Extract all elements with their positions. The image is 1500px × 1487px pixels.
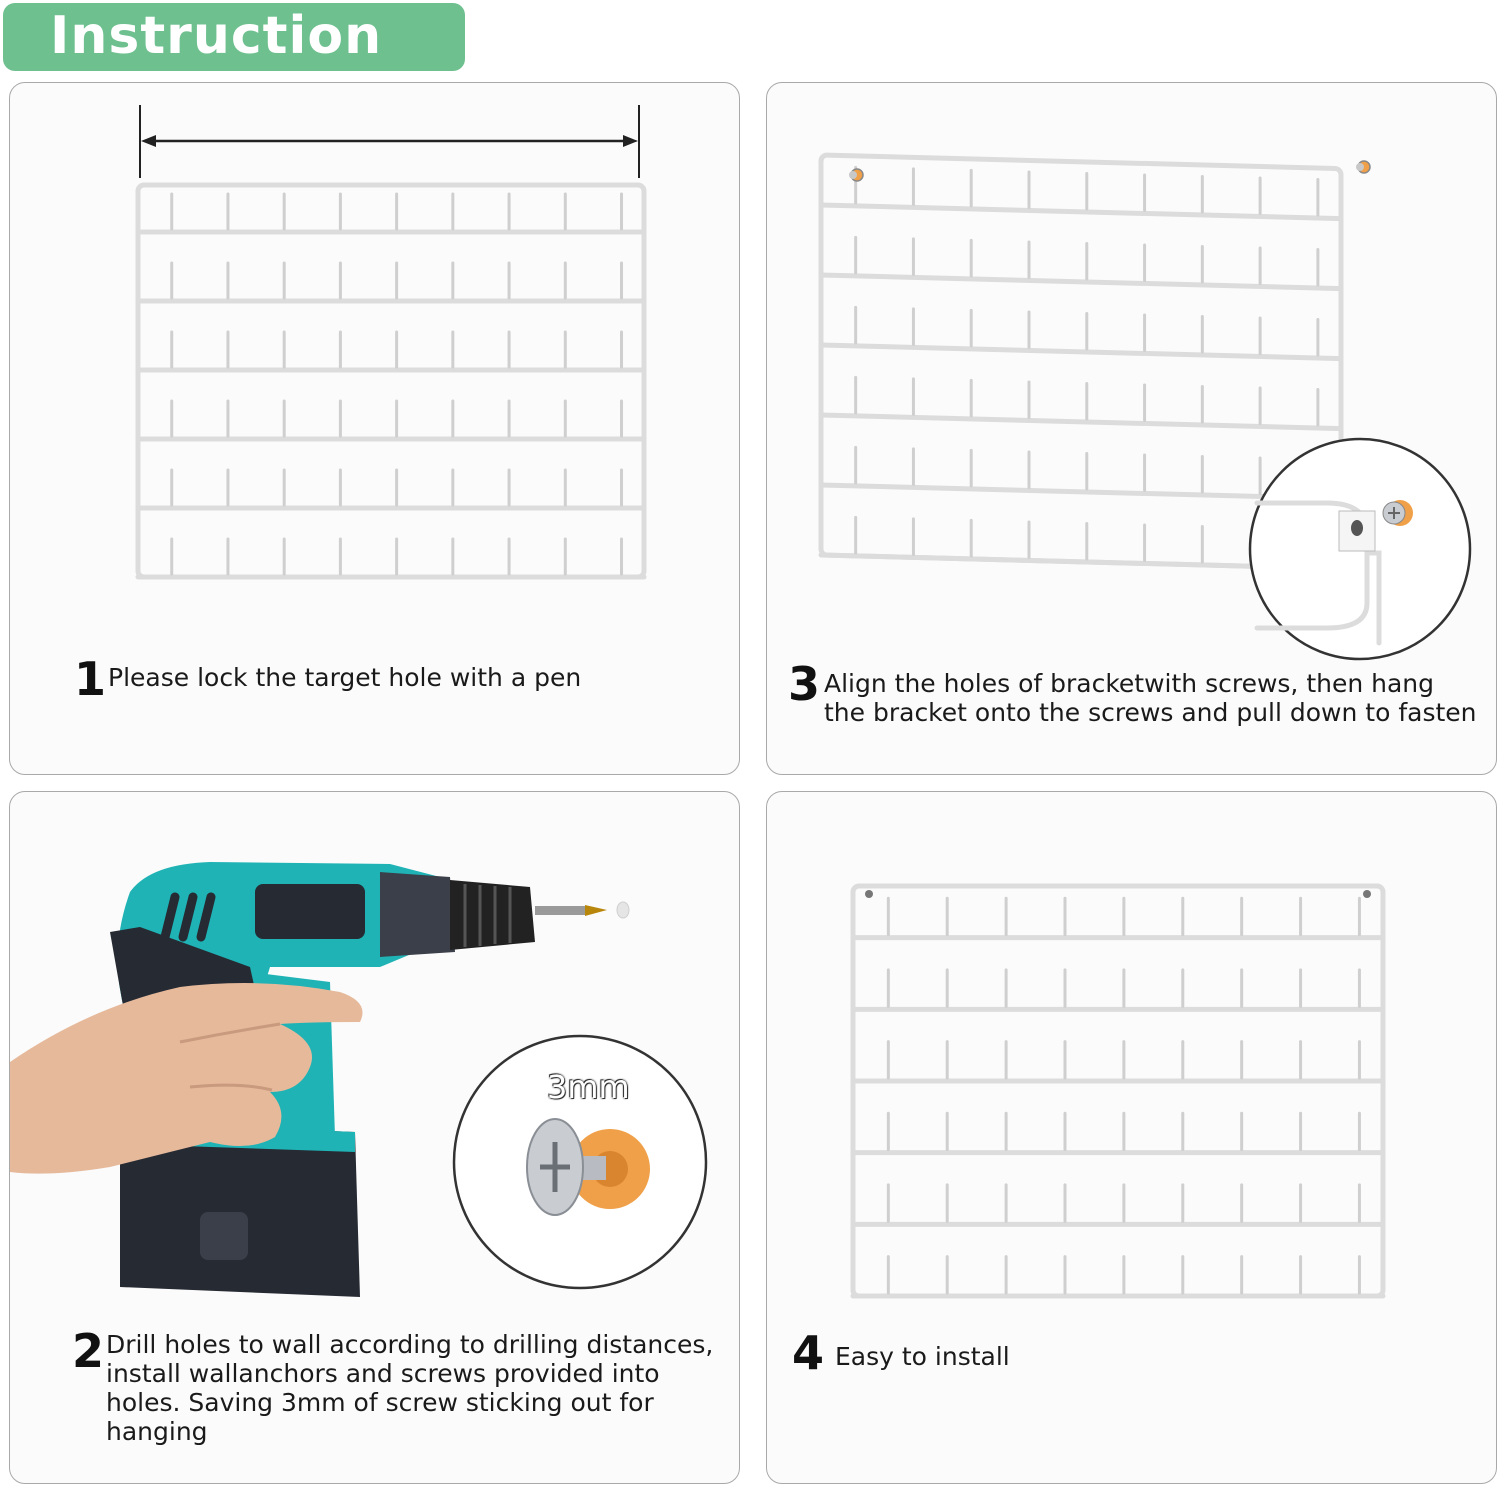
- step-4-panel: [766, 791, 1497, 1484]
- step-3-text: [824, 669, 1477, 727]
- step-2-line-1: Drill holes to wall according to drilling distances,: [106, 1330, 714, 1359]
- step-4-number: 4: [792, 1326, 825, 1380]
- step-4-text: Easy to install: [835, 1342, 1010, 1371]
- step-3-panel: [766, 82, 1497, 775]
- page-title: Instruction: [50, 6, 383, 66]
- step-2-text: [106, 1330, 713, 1446]
- step-2-number: 2: [72, 1324, 105, 1378]
- callout-3mm-label: 3mm: [547, 1068, 630, 1106]
- step-3-line-1: Align the holes of bracketwith screws, then hang: [824, 669, 1435, 698]
- step-2-panel: [9, 791, 740, 1484]
- rack-installed-illustration: [767, 792, 1498, 1485]
- step-2-line-2: install wallanchors and screws provided into: [106, 1359, 660, 1388]
- step-1-panel: [9, 82, 740, 775]
- step-1-text: Please lock the target hole with a pen: [108, 663, 582, 692]
- step-1-number: 1: [74, 652, 107, 706]
- step-3-number: 3: [788, 657, 821, 711]
- step-2-line-3: holes. Saving 3mm of screw sticking out for: [106, 1388, 654, 1417]
- step-3-line-2: the bracket onto the screws and pull down to fasten: [824, 698, 1477, 727]
- step-2-line-4: hanging: [106, 1417, 208, 1446]
